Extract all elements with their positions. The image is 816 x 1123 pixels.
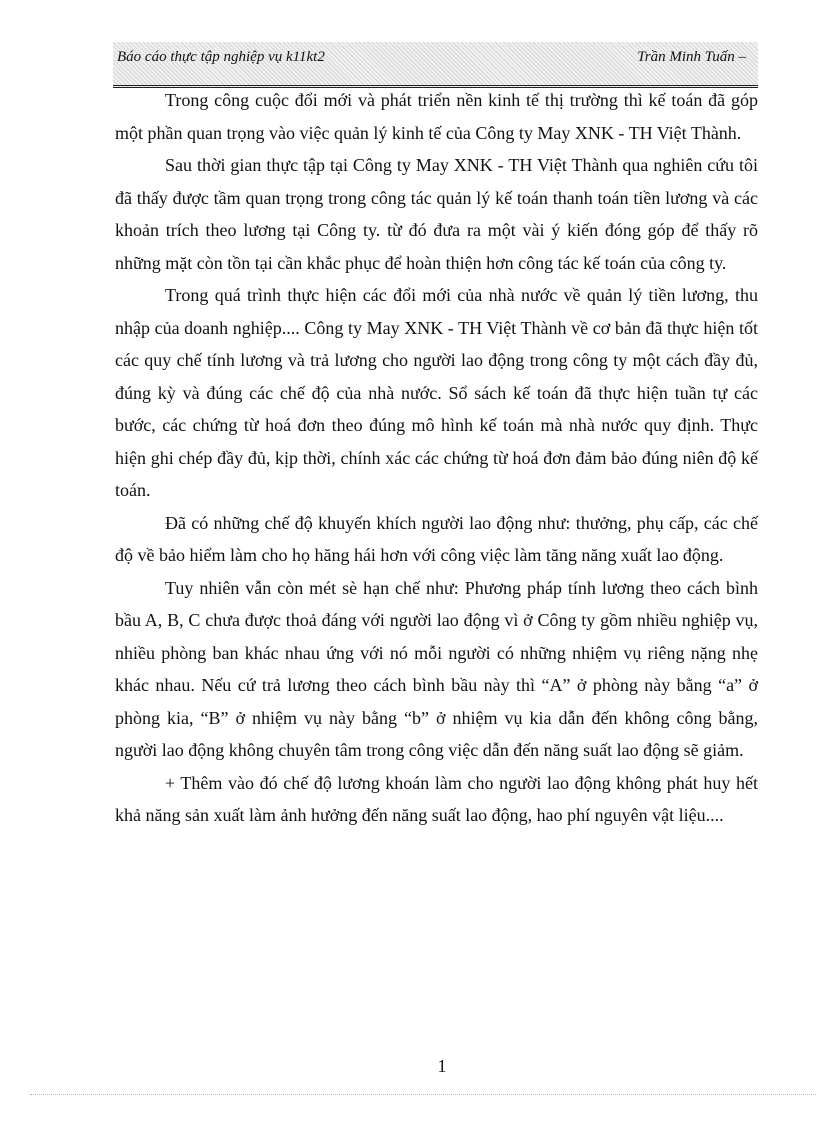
- page-header: [113, 42, 758, 88]
- header-author: Trần Minh Tuấn –: [637, 49, 746, 65]
- paragraph-2: Sau thời gian thực tập tại Công ty May XNK - TH Việt Thành qua nghiên cứu tôi đã thấy được tầm quan trọng trong công tác quản lý kế toán thanh toán tiền lương và các khoản trích theo lương tại Công ty. từ đó đưa ra một vài ý kiến đóng góp để thấy rõ những mặt còn tồn tại cần khắc phục để hoàn thiện hơn công tác kế toán của công ty.: [115, 155, 758, 273]
- header-report-title: Báo cáo thực tập nghiệp vụ k11kt2: [117, 49, 325, 65]
- footer-divider: [30, 1094, 816, 1095]
- paragraph-3: Trong quá trình thực hiện các đổi mới của nhà nước về quản lý tiền lương, thu nhập của doanh nghiệp.... Công ty May XNK - TH Việt Thành về cơ bản đã thực hiện tốt các quy chế tính lương và trả lương cho người lao động trong công ty một cách đầy đủ, đúng kỳ và đúng các chế độ của nhà nước. Sổ sách kế toán đã thực hiện tuần tự các bước, các chứng từ hoá đơn theo đúng mô hình kế toán mà nhà nước quy định. Thực hiện ghi chép đầy đủ, kịp thời, chính xác các chứng từ hoá đơn đảm bảo đúng niên độ kế toán.: [115, 285, 758, 500]
- page-number: 1: [437, 1056, 447, 1076]
- paragraph-6: + Thêm vào đó chế độ lương khoán làm cho người lao động không phát huy hết khả năng sản xuất làm ảnh hưởng đến năng suất lao động, hao phí nguyên vật liệu....: [115, 772, 758, 825]
- document-body: [115, 84, 758, 832]
- paragraph-4: Đã có những chế độ khuyến khích người lao động như: thưởng, phụ cấp, các chế độ về bảo hiểm làm cho họ hăng hái hơn với công việc làm tăng năng xuất lao động.: [115, 512, 758, 565]
- paragraph-1: Trong công cuộc đổi mới và phát triển nền kinh tế thị trường thì kế toán đã góp một phần quan trọng vào việc quản lý kinh tế của Công ty May XNK - TH Việt Thành.: [115, 90, 758, 143]
- paragraph-5: Tuy nhiên vẫn còn mét sè hạn chế như: Phương pháp tính lương theo cách bình bầu A, B, C chưa được thoả đáng với người lao động vì ở Công ty gồm nhiều nghiệp vụ, nhiều phòng ban khác nhau ứng với nó mỗi người có những nhiệm vụ riêng nặng nhẹ khác nhau. Nếu cứ trả lương theo cách bình bầu này thì “A” ở phòng này bằng “a” ở phòng kia, “B” ở nhiệm vụ này bằng “b” ở nhiệm vụ kia dẫn đến không công bằng, người lao động không chuyên tâm trong công việc dẫn đến năng suất lao động sẽ giảm.: [115, 577, 758, 760]
